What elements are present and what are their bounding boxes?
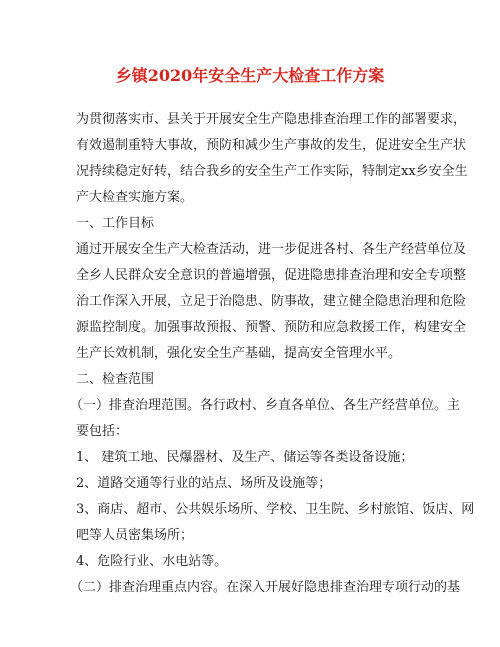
document-title: 乡镇2020年安全生产大检查工作方案 xyxy=(115,66,385,85)
list-item-continuation: 吧等人员密集场所； xyxy=(76,528,194,543)
list-item: 1、 建筑工地、民爆器材、及生产、储运等各类设备设施； xyxy=(76,450,414,465)
list-item: 2、道路交通等行业的站点、场所及设施等； xyxy=(76,476,332,491)
paragraph-line: 通过开展安全生产大检查活动，进一步促进各村、各生产经营单位及 xyxy=(76,242,467,257)
section-heading: 一、工作目标 xyxy=(76,216,155,231)
section-heading: 二、检查范围 xyxy=(76,372,155,387)
paragraph-line: 产大检查实施方案。 xyxy=(76,190,194,205)
paragraph-line: 有效遏制重特大事故，预防和减少生产事故的发生，促进安全生产状 xyxy=(76,138,467,153)
paragraph-line: 全乡人民群众安全意识的普遍增强，促进隐患排查治理和安全专项整 xyxy=(76,268,467,283)
paragraph-line: （二）排查治理重点内容。在深入开展好隐患排查治理专项行动的基 xyxy=(70,580,461,595)
paragraph-line: 况持续稳定好转，结合我乡的安全生产工作实际，特制定xx乡安全生 xyxy=(76,164,468,179)
paragraph-line: 要包括： xyxy=(76,424,129,439)
paragraph-line: 为贯彻落实市、县关于开展安全生产隐患排查治理工作的部署要求， xyxy=(76,112,467,127)
paragraph-line: 生产长效机制，强化安全生产基础，提高安全管理水平。 xyxy=(76,346,402,361)
paragraph-line: （一）排查治理范围。各行政村、乡直各单位、各生产经营单位。主 xyxy=(70,398,461,413)
paragraph-line: 源监控制度。加强事故预报、预警、预防和应急救援工作，构建安全 xyxy=(76,320,467,335)
paragraph-line: 治工作深入开展，立足于治隐患、防事故，建立健全隐患治理和危险 xyxy=(76,294,467,309)
list-item: 3、商店、超市、公共娱乐场所、学校、卫生院、乡村旅馆、饭店、网 xyxy=(76,502,475,517)
list-item: 4、危险行业、水电站等。 xyxy=(76,554,228,569)
